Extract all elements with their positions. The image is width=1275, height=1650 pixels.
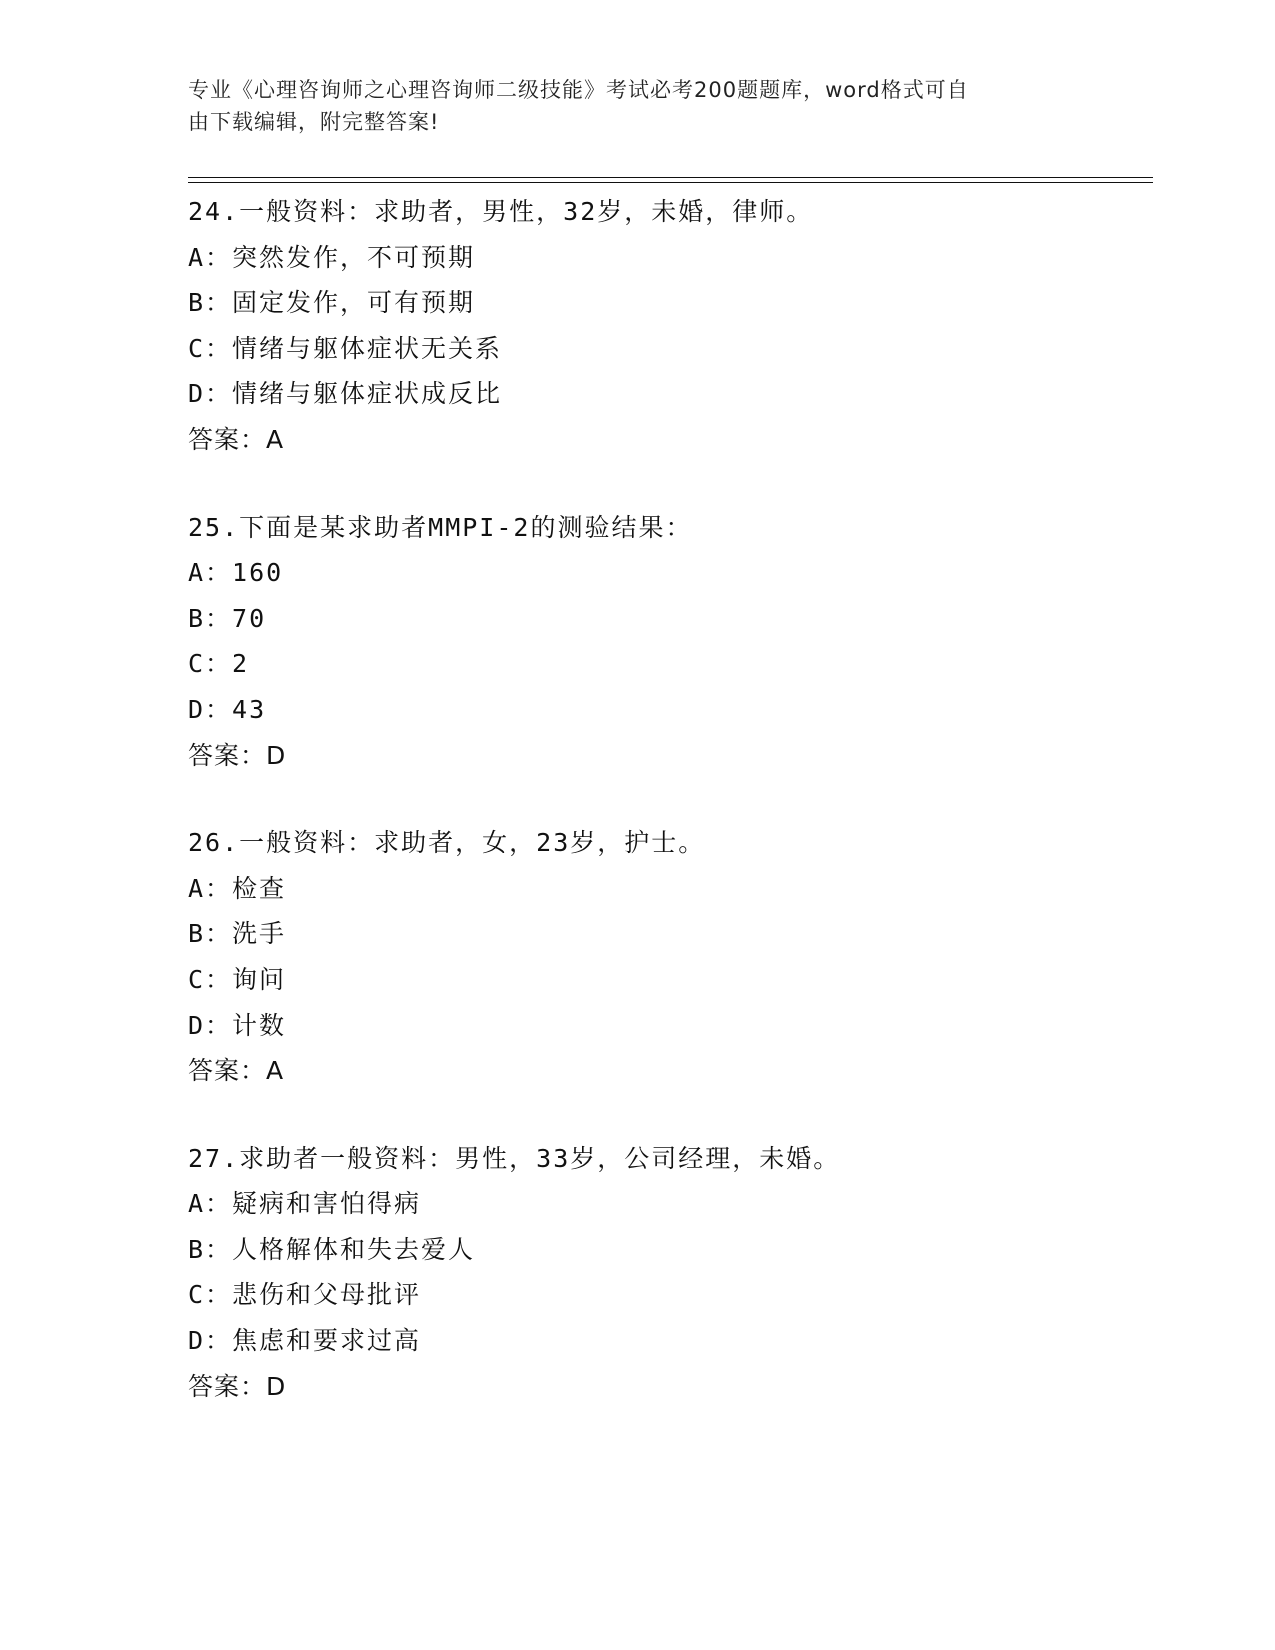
option-a: A：突然发作，不可预期 <box>188 242 476 272</box>
option-c: C：情绪与躯体症状无关系 <box>188 333 503 363</box>
answer-line: 答案：A <box>188 424 285 454</box>
option-c: C：2 <box>188 649 250 679</box>
question-stem: 27.求助者一般资料：男性，33岁，公司经理，未婚。 <box>188 1143 841 1173</box>
option-b: B：固定发作，可有预期 <box>188 288 476 318</box>
question-stem: 25.下面是某求助者MMPI-2的测验结果： <box>188 512 693 542</box>
question-list <box>188 189 1148 1451</box>
question-26 <box>188 820 1148 1094</box>
header-divider-bottom <box>188 182 1153 183</box>
option-c: C：询问 <box>188 964 287 994</box>
header-line-1: 专业《心理咨询师之心理咨询师二级技能》考试必考200题题库，word格式可自 <box>188 78 969 102</box>
header-divider-top <box>188 177 1153 178</box>
question-24 <box>188 189 1148 463</box>
question-27 <box>188 1136 1148 1410</box>
option-d: D：焦虑和要求过高 <box>188 1326 422 1356</box>
option-d: D：情绪与躯体症状成反比 <box>188 379 503 409</box>
document-header <box>188 74 1068 138</box>
answer-line: 答案：A <box>188 1056 285 1086</box>
option-a: A：检查 <box>188 873 287 903</box>
option-a: A：160 <box>188 558 284 588</box>
answer-line: 答案：D <box>188 740 287 770</box>
option-a: A：疑病和害怕得病 <box>188 1189 422 1219</box>
option-d: D：计数 <box>188 1010 287 1040</box>
option-b: B：70 <box>188 603 267 633</box>
question-stem: 26.一般资料：求助者，女，23岁，护士。 <box>188 828 706 858</box>
option-b: B：洗手 <box>188 919 287 949</box>
question-25 <box>188 505 1148 779</box>
answer-line: 答案：D <box>188 1371 287 1401</box>
question-stem: 24.一般资料：求助者，男性，32岁，未婚，律师。 <box>188 197 814 226</box>
option-c: C：悲伤和父母批评 <box>188 1280 422 1310</box>
option-d: D：43 <box>188 694 267 724</box>
option-b: B：人格解体和失去爱人 <box>188 1234 476 1264</box>
header-line-2: 由下载编辑，附完整答案! <box>188 110 440 134</box>
